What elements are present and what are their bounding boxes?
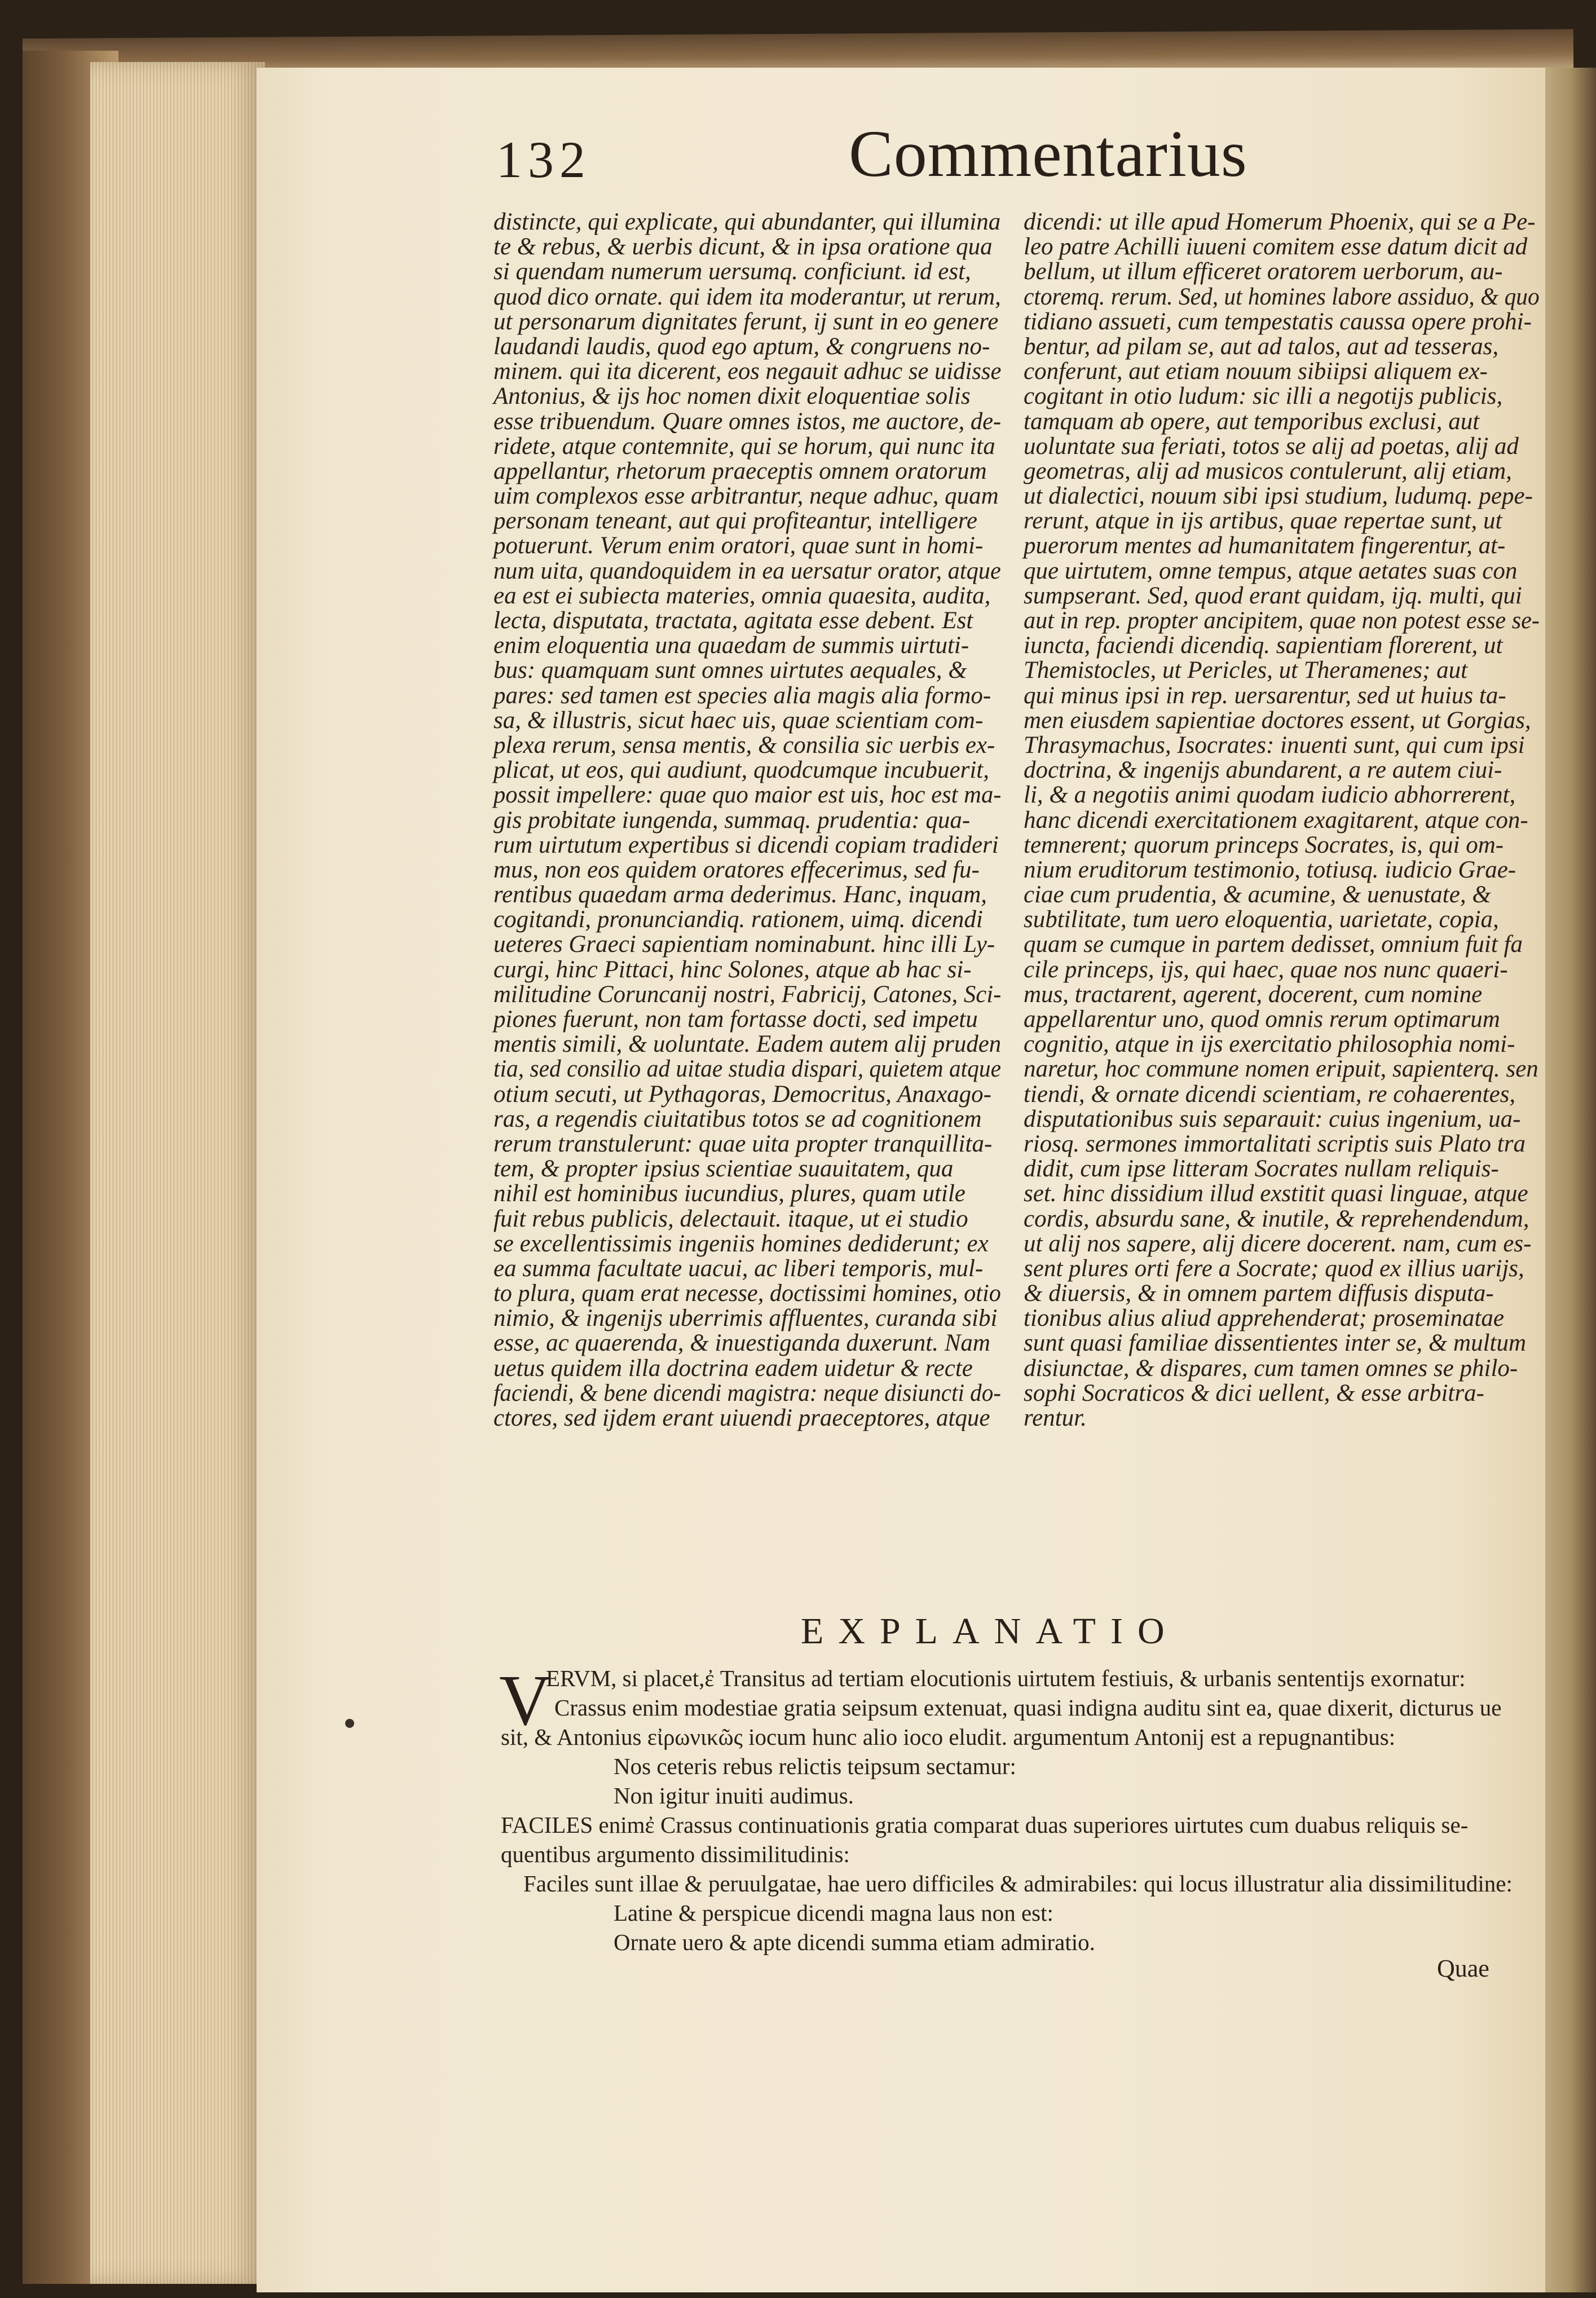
text-line: te & rebus, & uerbis dicunt, & in ipsa oratione qua bbox=[493, 233, 993, 261]
text-line: set. hinc dissidium illud exstitit quasi linguae, atque bbox=[1024, 1180, 1528, 1207]
text-line: gis probitate iungenda, summaq. prudentia: qua- bbox=[493, 806, 971, 833]
text-column-right bbox=[1024, 210, 1540, 1431]
text-line: cognitio, atque in ijs exercitatio philosophia nomi- bbox=[1024, 1031, 1515, 1058]
section-title: EXPLANATIO bbox=[801, 1611, 1179, 1652]
text-line: ueteres Graeci sapientiam nominabunt. hinc illi Ly- bbox=[493, 931, 995, 958]
text-line: ctoremq. rerum. Sed, ut homines labore assiduo, & quo bbox=[1024, 283, 1540, 310]
text-line: faciendi, & bene dicendi magistra: neque disiuncti do- bbox=[493, 1379, 1002, 1406]
margin-mark bbox=[345, 1719, 354, 1728]
text-line: militudine Coruncanij nostri, Fabricij, Catones, Sci- bbox=[493, 981, 1002, 1008]
text-line: iuncta, faciendi dicendiq. sapientiam florerent, ut bbox=[1024, 632, 1503, 659]
text-line: tia, sed consilio ad uitae studia dispari, quietem atque bbox=[493, 1056, 1002, 1083]
drop-capital: V bbox=[499, 1660, 552, 1740]
text-line: sa, & illustris, sicut haec uis, quae scientiam com- bbox=[493, 707, 984, 734]
text-line: lecta, disputata, tractata, agitata esse debent. Est bbox=[493, 607, 973, 634]
page-fore-edge bbox=[90, 62, 265, 2284]
text-line: laudandi laudis, quod ego aptum, & congruens no- bbox=[493, 333, 990, 360]
text-line: uim complexos esse arbitrantur, neque adhuc, quam bbox=[493, 483, 999, 510]
text-line: Antonius, & ijs hoc nomen dixit eloquentiae solis bbox=[493, 383, 971, 410]
text-line: nium eruditorum testimonio, totiusq. iudicio Grae- bbox=[1024, 856, 1516, 883]
text-line: disputationibus suis separauit: cuius ingenium, ua- bbox=[1024, 1105, 1521, 1132]
text-line: ctores, sed ijdem erant uiuendi praeceptores, atque bbox=[493, 1405, 990, 1431]
text-line: ea summa facultate uacui, ac liberi temporis, mul- bbox=[493, 1255, 984, 1282]
text-line: sunt quasi familiae dissentientes inter se, & multum bbox=[1024, 1330, 1527, 1357]
text-line: uetus quidem illa doctrina eadem uidetur & recte bbox=[493, 1355, 973, 1382]
text-line: didit, cum ipse litteram Socrates nullam reliquis- bbox=[1024, 1155, 1499, 1183]
text-line: ut dialectici, nouum sibi ipsi studium, ludumq. pepe- bbox=[1024, 483, 1533, 510]
text-line: ea est ei subiecta materies, omnia quaesita, audita, bbox=[493, 582, 991, 609]
text-line: Themistocles, ut Pericles, ut Theramenes; aut bbox=[1024, 657, 1468, 684]
text-line: doctrina, & ingenijs abundarent, a re autem ciui- bbox=[1024, 757, 1502, 784]
text-line: & diuersis, & in omnem partem diffusis disputa- bbox=[1024, 1280, 1494, 1307]
text-line: Thrasymachus, Isocrates: inuenti sunt, qui cum ipsi bbox=[1024, 731, 1525, 758]
text-line: hanc dicendi exercitationem exagitarent, atque con- bbox=[1024, 806, 1528, 833]
text-line: que uirtutem, omne tempus, atque aetates suas con bbox=[1024, 557, 1518, 584]
text-line: mus, non eos quidem oratores effecerimus, sed fu- bbox=[493, 856, 980, 883]
text-line: li, & a negotiis animi quodam iudicio abhorrerent, bbox=[1024, 782, 1516, 809]
text-line: appellarentur uno, quod omnis rerum optimarum bbox=[1024, 1006, 1500, 1033]
text-line: rerunt, atque in ijs artibus, quae repertae sunt, ut bbox=[1024, 508, 1502, 535]
text-line: riosq. sermones immortalitati scriptis suis Plato tra bbox=[1024, 1130, 1526, 1157]
text-line: otium secuti, ut Pythagoras, Democritus, Anaxago- bbox=[493, 1080, 991, 1108]
text-line: sumpserant. Sed, quod erant quidam, ijq. multi, qui bbox=[1024, 582, 1522, 609]
text-line: cogitant in otio ludum: sic illi a negotijs publicis, bbox=[1024, 383, 1503, 410]
text-line: nimio, & ingenijs uberrimis affluentes, curanda sibi bbox=[493, 1305, 998, 1332]
text-line: cogitandi, pronunciandiq. rationem, uimq. dicendi bbox=[493, 906, 983, 933]
text-line: uoluntate sua feriati, totos se alij ad poetas, alij ad bbox=[1024, 433, 1519, 460]
text-line: tiendi, & ornate dicendi scientiam, re cohaerentes, bbox=[1024, 1080, 1516, 1108]
text-line: tionibus alius aliud apprehenderat; proseminatae bbox=[1024, 1305, 1504, 1332]
explanatio-line: Ornate uero & apte dicendi summa etiam admiratio. bbox=[614, 1929, 1095, 1955]
text-line: esse tribuendum. Quare omnes istos, me auctore, de- bbox=[493, 408, 1002, 435]
page-number: 132 bbox=[496, 131, 591, 188]
text-line: cile princeps, ijs, qui haec, quae nos nunc quaeri- bbox=[1024, 956, 1508, 983]
explanatio-line: Crassus enim modestiae gratia seipsum extenuat, quasi indigna auditu sint ea, quae dixerit, dicturus ue bbox=[554, 1695, 1502, 1721]
explanatio-line: Non igitur inuiti audimus. bbox=[614, 1783, 854, 1809]
explanatio-line: FACILES enimἐ Crassus continuationis gratia comparat duas superiores uirtutes cum duabus reliquis se- bbox=[501, 1812, 1469, 1838]
text-line: num uita, quandoquidem in ea uersatur orator, atque bbox=[493, 557, 1001, 584]
facing-page-edge bbox=[1545, 68, 1596, 2292]
text-line: curgi, hinc Pittaci, hinc Solones, atque ab hac si- bbox=[493, 956, 972, 983]
text-line: qui minus ipsi in rep. uersarentur, sed ut huius ta- bbox=[1024, 682, 1506, 709]
text-line: bellum, ut illum efficeret oratorem uerborum, au- bbox=[1024, 258, 1503, 285]
text-line: quam se cumque in partem dedisset, omnium fuit fa bbox=[1024, 931, 1523, 958]
text-line: tem, & propter ipsius scientiae suauitatem, qua bbox=[493, 1155, 954, 1183]
text-line: si quendam numerum uersumq. conficiunt. id est, bbox=[493, 258, 971, 285]
text-line: quod dico ornate. qui idem ita moderantur, ut rerum, bbox=[493, 283, 1001, 310]
text-line: leo patre Achilli iuueni comitem esse datum dicit ad bbox=[1024, 233, 1528, 261]
text-line: conferunt, aut etiam nouum sibiipsi aliquem ex- bbox=[1024, 358, 1488, 385]
text-line: men eiusdem sapientiae doctores essent, ut Gorgias, bbox=[1024, 707, 1531, 734]
text-line: pares: sed tamen est species alia magis alia formo- bbox=[493, 682, 991, 709]
text-line: rum uirtutum expertibus si dicendi copiam tradideri bbox=[493, 831, 999, 858]
text-line: bentur, ad pilam se, aut ad talos, aut ad tesseras, bbox=[1024, 333, 1499, 360]
catchword: Quae bbox=[1437, 1955, 1489, 1982]
text-line: fuit rebus publicis, delectauit. itaque, ut ei studio bbox=[493, 1205, 968, 1232]
text-line: cordis, absurdu sane, & inutile, & reprehendendum, bbox=[1024, 1205, 1529, 1232]
text-line: sophi Socraticos & dici uellent, & esse arbitra- bbox=[1024, 1379, 1484, 1406]
text-line: nihil est hominibus iucundius, plures, quam utile bbox=[493, 1180, 965, 1207]
text-line: rentur. bbox=[1024, 1405, 1087, 1431]
text-line: enim eloquentia una quaedam de summis uirtuti- bbox=[493, 632, 969, 659]
text-line: rerum transtulerunt: quae uita propter tranquillita- bbox=[493, 1130, 993, 1157]
text-line: geometras, alij ad musicos contulerunt, alij etiam, bbox=[1024, 457, 1512, 484]
text-line: ciae cum prudentia, & acumine, & uenustate, & bbox=[1024, 881, 1491, 908]
text-line: ut alij nos sapere, alij dicere docerent. nam, cum es- bbox=[1024, 1230, 1532, 1257]
text-line: distincte, qui explicate, qui abundanter, qui illumina bbox=[493, 209, 1001, 235]
text-line: puerorum mentes ad humanitatem fingerentur, at- bbox=[1024, 532, 1506, 559]
text-line: bus: quamquam sunt omnes uirtutes aequales, & bbox=[493, 657, 967, 684]
text-line: dicendi: ut ille apud Homerum Phoenix, qui se a Pe- bbox=[1024, 209, 1536, 235]
text-line: temnerent; quorum princeps Socrates, is, qui om- bbox=[1024, 831, 1504, 858]
explanatio-text bbox=[499, 1660, 1544, 1957]
text-line: aut in rep. propter ancipitem, quae non potest esse se- bbox=[1024, 607, 1540, 634]
text-line: ridete, atque contemnite, qui se horum, qui nunc ita bbox=[493, 433, 995, 460]
explanatio-line: Nos ceteris rebus relictis teipsum sectamur: bbox=[614, 1753, 1016, 1779]
explanatio-line: Faciles sunt illae & peruulgatae, hae uero difficiles & admirabiles: qui locus illustratur alia dissimilitudine: bbox=[523, 1871, 1513, 1896]
text-line: possit impellere: quae quo maior est uis, hoc est ma- bbox=[493, 782, 1002, 809]
text-line: esse, ac quaerenda, & inuestiganda duxerunt. Nam bbox=[493, 1330, 990, 1357]
text-line: ras, a regendis ciuitatibus totos se ad cognitionem bbox=[493, 1105, 982, 1132]
text-line: mentis simili, & uoluntate. Eadem autem alij pruden bbox=[493, 1031, 1002, 1058]
text-line: appellantur, rhetorum praeceptis omnem oratorum bbox=[493, 457, 987, 484]
text-line: plexa rerum, sensa mentis, & consilia sic uerbis ex- bbox=[493, 731, 995, 758]
text-line: to plura, quam erat necesse, doctissimi homines, otio bbox=[493, 1280, 1001, 1307]
explanatio-line: sit, & Antonius εἰρωνικῶς iocum hunc alio ioco eludit. argumentum Antonij est a repugnantibus: bbox=[501, 1724, 1396, 1750]
text-line: subtilitate, tum uero eloquentia, uarietate, copia, bbox=[1024, 906, 1499, 933]
text-line: plicat, ut eos, qui audiunt, quodcumque incubuerit, bbox=[493, 757, 990, 784]
text-line: tamquam ab opere, aut temporibus exclusi, aut bbox=[1024, 408, 1480, 435]
text-line: ut personarum dignitates ferunt, ij sunt in eo genere bbox=[493, 308, 999, 335]
text-line: disiunctae, & dispares, cum tamen omnes se philo- bbox=[1024, 1355, 1518, 1382]
text-column-left bbox=[493, 210, 1001, 1431]
running-head: Commentarius bbox=[849, 117, 1247, 191]
text-line: se excellentissimis ingeniis homines dediderunt; ex bbox=[493, 1230, 989, 1257]
explanatio-line: Latine & perspicue dicendi magna laus non est: bbox=[614, 1900, 1053, 1926]
text-line: piones fuerunt, non tam fortasse docti, sed impetu bbox=[493, 1006, 978, 1033]
text-line: rentibus quaedam arma dederimus. Hanc, inquam, bbox=[493, 881, 987, 908]
text-line: sent plures orti fere a Socrate; quod ex illius uarijs, bbox=[1024, 1255, 1524, 1282]
text-line: minem. qui ita dicerent, eos negauit adhuc se uidisse bbox=[493, 358, 1002, 385]
explanatio-line: quentibus argumento dissimilitudinis: bbox=[501, 1841, 850, 1867]
text-line: potuerunt. Verum enim oratori, quae sunt in homi- bbox=[493, 532, 984, 559]
text-line: mus, tractarent, agerent, docerent, cum nomine bbox=[1024, 981, 1483, 1008]
explanatio-line: ERVM, si placet,ἐ Transitus ad tertiam elocutionis uirtutem festiuis, & urbanis sententijs exornatur: bbox=[546, 1665, 1466, 1691]
text-line: naretur, hoc commune nomen eripuit, sapienterq. sen bbox=[1024, 1056, 1538, 1083]
text-line: personam teneant, aut qui profiteantur, intelligere bbox=[493, 508, 977, 535]
text-line: tidiano assueti, cum tempestatis caussa opere prohi- bbox=[1024, 308, 1532, 335]
